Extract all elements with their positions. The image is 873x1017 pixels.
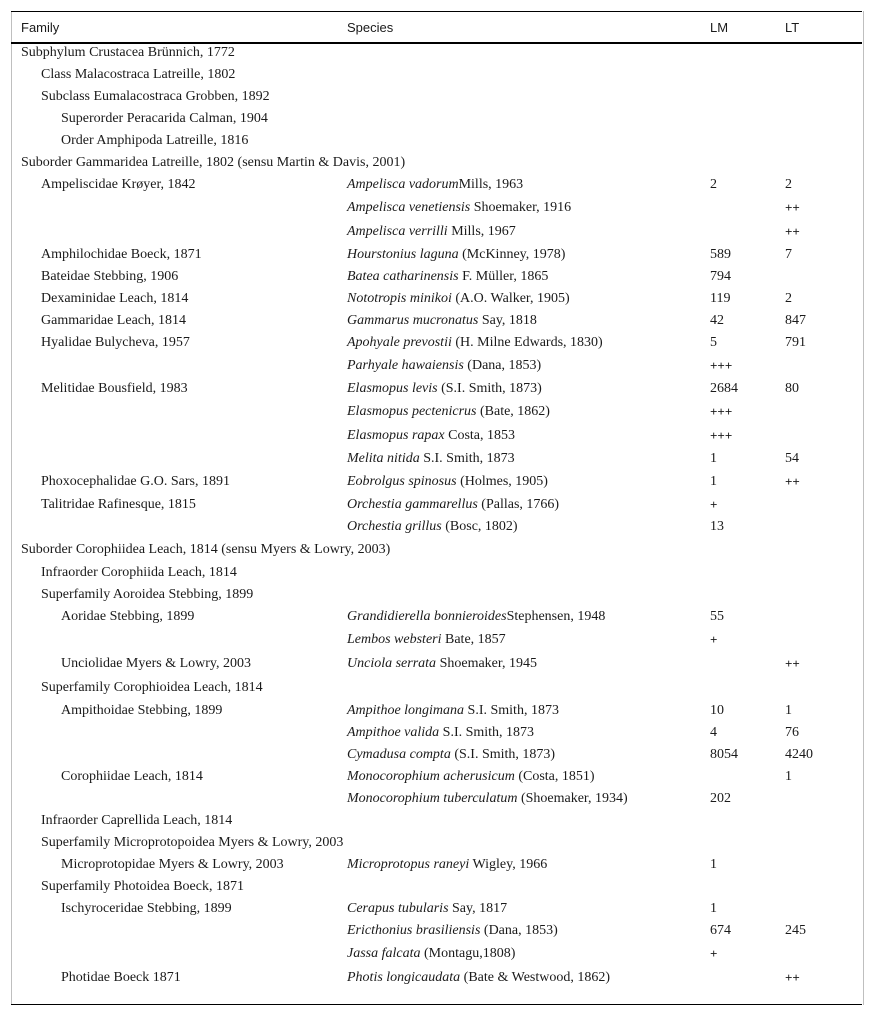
family-cell xyxy=(11,448,347,470)
species-cell xyxy=(347,470,710,494)
family-cell: Infraorder Caprellida Leach, 1814 xyxy=(41,813,233,828)
lm-cell xyxy=(710,152,785,174)
family-cell xyxy=(11,744,347,766)
lm-cell: 1 xyxy=(710,474,717,489)
family-cell: Infraorder Corophiida Leach, 1814 xyxy=(41,565,237,580)
lm-cell xyxy=(710,64,785,86)
lm-cell xyxy=(710,876,785,898)
species-authority: S.I. Smith, 1873 xyxy=(439,725,535,740)
species-name: Nototropis minikoi xyxy=(347,291,452,306)
family-cell: Order Amphipoda Latreille, 1816 xyxy=(61,133,249,148)
family-cell: Amphilochidae Boeck, 1871 xyxy=(41,247,202,262)
species-name: Hourstonius laguna xyxy=(347,247,459,262)
species-table xyxy=(11,12,862,990)
lm-cell: 1 xyxy=(710,451,717,466)
species-name: Parhyale hawaiensis xyxy=(347,358,464,373)
family-cell: Corophiidae Leach, 1814 xyxy=(61,769,203,784)
lm-cell: 42 xyxy=(710,313,724,328)
species-authority: S.I. Smith, 1873 xyxy=(464,703,559,718)
lm-cell: 119 xyxy=(710,291,731,306)
lt-cell: 791 xyxy=(785,335,806,350)
table-row xyxy=(11,652,862,676)
species-authority: (Shoemaker, 1934) xyxy=(517,791,628,806)
species-cell xyxy=(347,854,710,876)
species-name: Jassa falcata xyxy=(347,946,421,961)
species-authority: (Holmes, 1905) xyxy=(456,474,548,489)
species-name: Ampelisca venetiensis xyxy=(347,200,471,215)
lt-cell xyxy=(785,788,862,810)
species-name: Ampithoe longimana xyxy=(347,703,465,718)
table-row xyxy=(11,854,862,876)
lt-cell: ++ xyxy=(785,224,800,239)
family-cell: Bateidae Stebbing, 1906 xyxy=(41,269,179,284)
lt-cell xyxy=(785,354,862,378)
species-cell xyxy=(347,832,710,854)
species-name: Batea catharinensis xyxy=(347,269,459,284)
species-name: Ericthonius brasiliensis xyxy=(347,923,481,938)
family-cell xyxy=(11,920,347,942)
family-cell: Ampithoidae Stebbing, 1899 xyxy=(61,703,223,718)
lt-cell: ++ xyxy=(785,474,800,489)
lm-cell: 1 xyxy=(710,901,717,916)
species-name: Grandidierella bonnieroides xyxy=(347,609,507,624)
lt-cell xyxy=(785,676,862,700)
species-name: Lembos websteri xyxy=(347,632,442,647)
lm-cell: + xyxy=(710,497,718,512)
species-cell xyxy=(347,448,710,470)
species-name: Cymadusa compta xyxy=(347,747,451,762)
table-row xyxy=(11,86,862,108)
lm-cell xyxy=(710,766,785,788)
lt-cell: 80 xyxy=(785,381,799,396)
family-cell xyxy=(11,942,347,966)
species-cell xyxy=(347,64,710,86)
lt-cell: 847 xyxy=(785,313,806,328)
family-cell: Unciolidae Myers & Lowry, 2003 xyxy=(61,656,251,671)
lt-cell: 4240 xyxy=(785,747,813,762)
table-row xyxy=(11,920,862,942)
table-row xyxy=(11,266,862,288)
lm-cell: 794 xyxy=(710,269,731,284)
lm-cell xyxy=(710,652,785,676)
species-authority: S.I. Smith, 1873 xyxy=(419,451,515,466)
family-cell: Superfamily Microprotopoidea Myers & Lowry, 2003 xyxy=(41,835,344,850)
header-row xyxy=(11,12,862,42)
species-cell xyxy=(347,966,710,990)
species-name: Ampithoe valida xyxy=(347,725,440,740)
lt-cell xyxy=(785,876,862,898)
lt-cell xyxy=(785,628,862,652)
lt-cell: 76 xyxy=(785,725,799,740)
table-row xyxy=(11,494,862,516)
lm-cell: + xyxy=(710,946,718,961)
lm-cell xyxy=(710,196,785,220)
table-row xyxy=(11,942,862,966)
species-authority: Bate, 1857 xyxy=(441,632,506,647)
lt-cell: 7 xyxy=(785,247,792,262)
family-cell: Subphylum Crustacea Brünnich, 1772 xyxy=(21,45,235,60)
species-cell xyxy=(347,244,710,266)
species-cell xyxy=(347,174,710,196)
family-cell: Superfamily Aoroidea Stebbing, 1899 xyxy=(41,587,254,602)
species-cell xyxy=(347,766,710,788)
species-name: Orchestia grillus xyxy=(347,519,442,534)
family-cell: Dexaminidae Leach, 1814 xyxy=(41,291,189,306)
lt-cell xyxy=(785,108,862,130)
lt-cell xyxy=(785,400,862,424)
species-cell xyxy=(347,788,710,810)
lt-cell: 2 xyxy=(785,177,792,192)
species-name: Orchestia gammarellus xyxy=(347,497,478,512)
family-cell xyxy=(11,788,347,810)
lt-cell: 54 xyxy=(785,451,799,466)
family-cell: Superfamily Corophioidea Leach, 1814 xyxy=(41,680,263,695)
species-cell xyxy=(347,86,710,108)
species-authority: Wigley, 1966 xyxy=(469,857,548,872)
lt-cell xyxy=(785,516,862,538)
table-row xyxy=(11,766,862,788)
species-authority: (Costa, 1851) xyxy=(514,769,595,784)
lm-cell xyxy=(710,538,785,562)
lm-cell xyxy=(710,86,785,108)
table-row xyxy=(11,538,862,562)
species-authority: (Bate, 1862) xyxy=(476,404,550,419)
species-cell xyxy=(347,354,710,378)
lt-cell xyxy=(785,152,862,174)
lt-cell xyxy=(785,42,862,64)
lm-cell: 589 xyxy=(710,247,731,262)
species-name: Elasmopus rapax xyxy=(347,428,445,443)
species-cell xyxy=(347,652,710,676)
table-row xyxy=(11,584,862,606)
species-cell xyxy=(347,584,710,606)
table-row xyxy=(11,722,862,744)
lm-cell: +++ xyxy=(710,404,733,419)
species-authority: (A.O. Walker, 1905) xyxy=(451,291,570,306)
family-cell: Aoridae Stebbing, 1899 xyxy=(61,609,195,624)
species-cell xyxy=(347,42,710,64)
species-name: Elasmopus levis xyxy=(347,381,438,396)
table-row xyxy=(11,64,862,86)
family-cell: Suborder Corophiidea Leach, 1814 (sensu Myers & Lowry, 2003) xyxy=(21,542,391,557)
lm-cell: +++ xyxy=(710,358,733,373)
species-cell xyxy=(347,562,710,584)
table-row xyxy=(11,378,862,400)
species-authority: (H. Milne Edwards, 1830) xyxy=(451,335,603,350)
family-cell xyxy=(11,220,347,244)
table-row xyxy=(11,966,862,990)
table-row xyxy=(11,898,862,920)
family-cell xyxy=(11,400,347,424)
lm-cell: 55 xyxy=(710,609,724,624)
family-cell: Superorder Peracarida Calman, 1904 xyxy=(61,111,268,126)
family-cell: Subclass Eumalacostraca Grobben, 1892 xyxy=(41,89,270,104)
family-cell: Melitidae Bousfield, 1983 xyxy=(41,381,188,396)
lm-cell xyxy=(710,584,785,606)
table-row xyxy=(11,516,862,538)
species-cell xyxy=(347,400,710,424)
species-authority: (McKinney, 1978) xyxy=(458,247,566,262)
table-row xyxy=(11,832,862,854)
family-cell xyxy=(11,424,347,448)
species-cell xyxy=(347,898,710,920)
lm-cell xyxy=(710,966,785,990)
lt-cell: 245 xyxy=(785,923,806,938)
lt-cell: 1 xyxy=(785,769,792,784)
species-name: Cerapus tubularis xyxy=(347,901,449,916)
lt-cell xyxy=(785,266,862,288)
species-name: Eobrolgus spinosus xyxy=(347,474,457,489)
lt-cell: 2 xyxy=(785,291,792,306)
family-cell xyxy=(11,628,347,652)
species-name: Gammarus mucronatus xyxy=(347,313,479,328)
lt-cell xyxy=(785,64,862,86)
table-row xyxy=(11,448,862,470)
species-authority: Costa, 1853 xyxy=(444,428,516,443)
lt-cell xyxy=(785,898,862,920)
species-name: Microprotopus raneyi xyxy=(347,857,470,872)
lt-cell: ++ xyxy=(785,200,800,215)
species-authority: Say, 1818 xyxy=(478,313,537,328)
family-cell xyxy=(11,196,347,220)
species-authority: (Montagu,1808) xyxy=(420,946,516,961)
species-name: Monocorophium acherusicum xyxy=(347,769,515,784)
lm-cell: 202 xyxy=(710,791,731,806)
family-cell: Hyalidae Bulycheva, 1957 xyxy=(41,335,190,350)
species-authority: (S.I. Smith, 1873) xyxy=(450,747,556,762)
family-cell xyxy=(11,722,347,744)
species-authority: (Dana, 1853) xyxy=(463,358,542,373)
header-lt: LT xyxy=(785,19,800,35)
table-row xyxy=(11,744,862,766)
species-name: Apohyale prevostii xyxy=(347,335,452,350)
species-cell xyxy=(347,310,710,332)
family-cell: Talitridae Rafinesque, 1815 xyxy=(41,497,196,512)
table-row xyxy=(11,810,862,832)
lm-cell xyxy=(710,676,785,700)
species-name: Melita nitida xyxy=(347,451,420,466)
species-cell xyxy=(347,876,710,898)
species-name: Unciola serrata xyxy=(347,656,437,671)
species-authority: (S.I. Smith, 1873) xyxy=(437,381,542,396)
lm-cell: 4 xyxy=(710,725,717,740)
species-cell xyxy=(347,266,710,288)
species-cell xyxy=(347,130,710,152)
lm-cell: 674 xyxy=(710,923,731,938)
species-authority: Shoemaker, 1916 xyxy=(470,200,572,215)
table-row xyxy=(11,788,862,810)
table-row xyxy=(11,288,862,310)
table-row xyxy=(11,244,862,266)
table-row xyxy=(11,196,862,220)
species-cell xyxy=(347,288,710,310)
lm-cell: 5 xyxy=(710,335,717,350)
table-row xyxy=(11,174,862,196)
lm-cell xyxy=(710,130,785,152)
species-cell xyxy=(347,942,710,966)
species-cell xyxy=(347,516,710,538)
lt-cell xyxy=(785,538,862,562)
header-family: Family xyxy=(21,19,60,35)
table-row xyxy=(11,130,862,152)
species-cell xyxy=(347,538,710,562)
species-name: Photis longicaudata xyxy=(347,970,461,985)
species-authority: Mills, 1967 xyxy=(447,224,516,239)
species-cell xyxy=(347,700,710,722)
lm-cell: 8054 xyxy=(710,747,738,762)
species-cell xyxy=(347,676,710,700)
lm-cell: 2 xyxy=(710,177,717,192)
species-cell xyxy=(347,424,710,448)
lt-cell xyxy=(785,854,862,876)
table-row xyxy=(11,700,862,722)
lm-cell xyxy=(710,810,785,832)
species-cell xyxy=(347,606,710,628)
lm-cell xyxy=(710,220,785,244)
species-name: Ampelisca verrilli xyxy=(347,224,448,239)
species-authority: (Bosc, 1802) xyxy=(441,519,518,534)
species-name: Monocorophium tuberculatum xyxy=(347,791,518,806)
table-row xyxy=(11,42,862,64)
lt-cell xyxy=(785,832,862,854)
species-cell xyxy=(347,332,710,354)
table-row xyxy=(11,562,862,584)
species-authority: Mills, 1963 xyxy=(458,177,524,192)
family-cell: Class Malacostraca Latreille, 1802 xyxy=(41,67,236,82)
lt-cell xyxy=(785,562,862,584)
family-cell xyxy=(11,516,347,538)
species-cell xyxy=(347,920,710,942)
lm-cell xyxy=(710,42,785,64)
lm-cell: + xyxy=(710,632,718,647)
species-name: Ampelisca vadorum xyxy=(347,177,459,192)
lm-cell: +++ xyxy=(710,428,733,443)
lt-cell xyxy=(785,424,862,448)
table-row xyxy=(11,876,862,898)
family-cell: Microprotopidae Myers & Lowry, 2003 xyxy=(61,857,284,872)
lt-cell xyxy=(785,494,862,516)
table-row xyxy=(11,220,862,244)
table-row xyxy=(11,108,862,130)
lt-cell: 1 xyxy=(785,703,792,718)
lt-cell xyxy=(785,942,862,966)
table-row xyxy=(11,676,862,700)
header-lm: LM xyxy=(710,19,729,35)
table-row xyxy=(11,400,862,424)
lm-cell: 13 xyxy=(710,519,724,534)
species-authority: Shoemaker, 1945 xyxy=(436,656,537,671)
species-name: Elasmopus pectenicrus xyxy=(347,404,477,419)
lt-cell xyxy=(785,130,862,152)
species-cell xyxy=(347,108,710,130)
species-cell xyxy=(347,378,710,400)
family-cell: Gammaridae Leach, 1814 xyxy=(41,313,186,328)
lm-cell: 2684 xyxy=(710,381,738,396)
family-cell: Ampeliscidae Krøyer, 1842 xyxy=(41,177,196,192)
species-cell xyxy=(347,220,710,244)
table-row xyxy=(11,628,862,652)
family-cell: Ischyroceridae Stebbing, 1899 xyxy=(61,901,232,916)
lm-cell: 10 xyxy=(710,703,724,718)
lm-cell xyxy=(710,562,785,584)
family-cell: Superfamily Photoidea Boeck, 1871 xyxy=(41,879,244,894)
species-authority: (Pallas, 1766) xyxy=(477,497,560,512)
table-row xyxy=(11,152,862,174)
table-row xyxy=(11,310,862,332)
table-row xyxy=(11,606,862,628)
family-cell: Phoxocephalidae G.O. Sars, 1891 xyxy=(41,474,230,489)
species-cell xyxy=(347,810,710,832)
species-authority: F. Müller, 1865 xyxy=(458,269,549,284)
lt-cell xyxy=(785,810,862,832)
lt-cell xyxy=(785,86,862,108)
family-cell xyxy=(11,354,347,378)
species-authority: (Dana, 1853) xyxy=(480,923,558,938)
species-cell xyxy=(347,494,710,516)
species-authority: (Bate & Westwood, 1862) xyxy=(460,970,611,985)
species-cell xyxy=(347,744,710,766)
lt-cell xyxy=(785,606,862,628)
table-row xyxy=(11,470,862,494)
species-cell xyxy=(347,196,710,220)
lm-cell: 1 xyxy=(710,857,717,872)
lt-cell: ++ xyxy=(785,970,800,985)
lm-cell xyxy=(710,108,785,130)
table-bottom-rule xyxy=(11,1004,862,1005)
table-row xyxy=(11,424,862,448)
header-species: Species xyxy=(347,19,394,35)
lm-cell xyxy=(710,832,785,854)
table-row xyxy=(11,332,862,354)
lt-cell xyxy=(785,584,862,606)
species-authority: Stephensen, 1948 xyxy=(506,609,606,624)
species-cell xyxy=(347,628,710,652)
table-row xyxy=(11,354,862,378)
table-body xyxy=(11,42,862,990)
lt-cell: ++ xyxy=(785,656,800,671)
species-cell xyxy=(347,722,710,744)
family-cell: Photidae Boeck 1871 xyxy=(61,970,181,985)
species-authority: Say, 1817 xyxy=(448,901,508,916)
family-cell: Suborder Gammaridea Latreille, 1802 (sensu Martin & Davis, 2001) xyxy=(21,155,406,170)
